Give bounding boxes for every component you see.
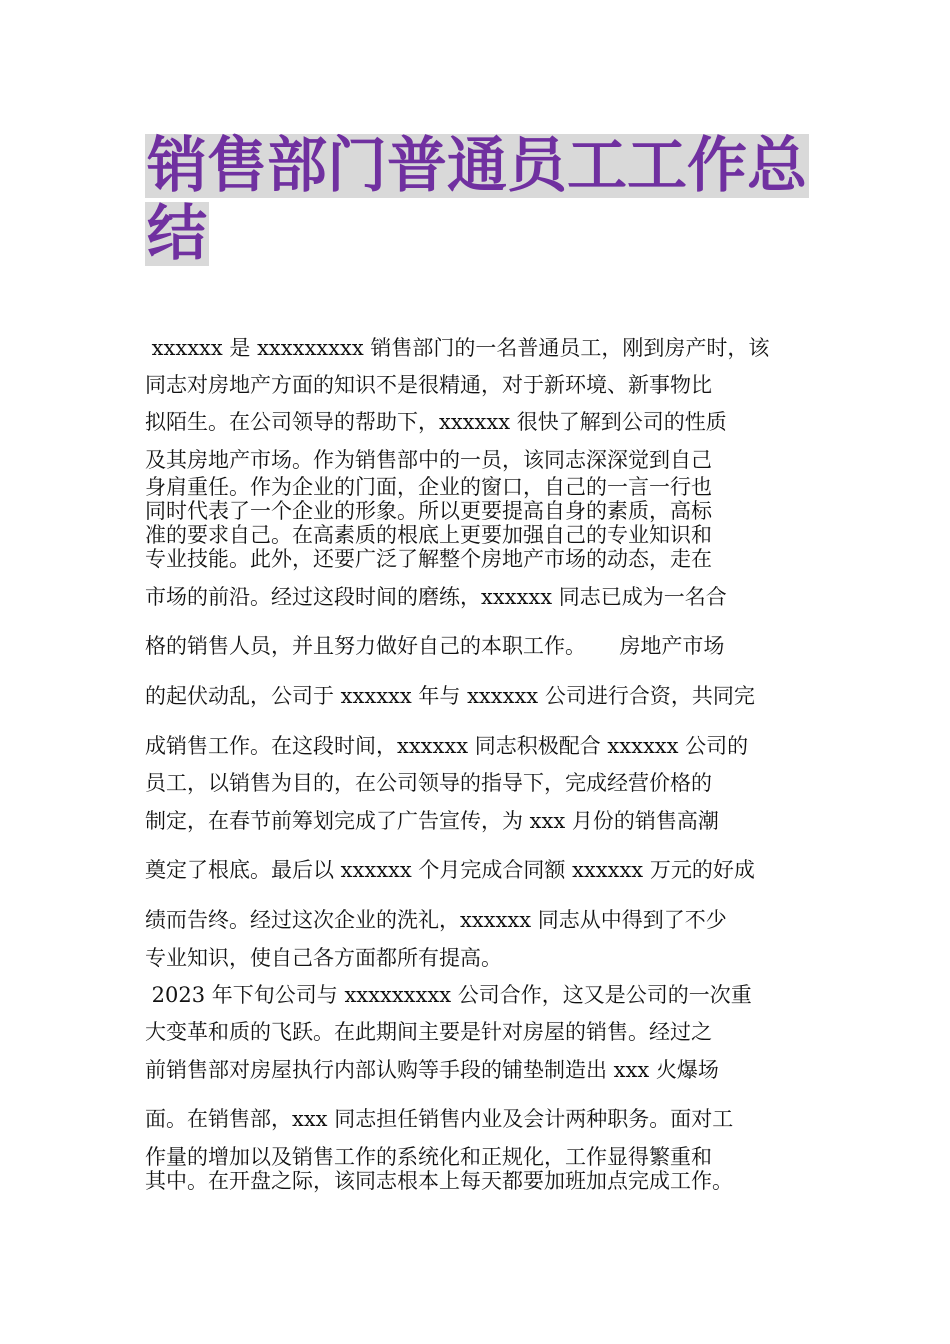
body-line: 专业技能。此外，还要广泛了解整个房地产市场的动态，走在 <box>145 547 712 571</box>
body-line: 身肩重任。作为企业的门面，企业的窗口，自己的一言一行也 <box>145 475 712 499</box>
body-line: 制定，在春节前筹划完成了广告宣传，为 xxx 月份的销售高潮 <box>145 809 719 833</box>
body-line: 员工，以销售为目的，在公司领导的指导下，完成经营价格的 <box>145 771 712 795</box>
body-line: xxxxxx 是 xxxxxxxxx 销售部门的一名普通员工，刚到房产时，该 <box>145 336 770 360</box>
body-line: 面。在销售部，xxx 同志担任销售内业及会计两种职务。面对工 <box>145 1107 734 1131</box>
body-line: 其中。在开盘之际，该同志根本上每天都要加班加点完成工作。 <box>145 1169 733 1193</box>
body-line: 格的销售人员，并且努力做好自己的本职工作。 房地产市场 <box>145 634 725 658</box>
title-line-2: 结 <box>147 199 207 269</box>
body-line: 拟陌生。在公司领导的帮助下，xxxxxx 很快了解到公司的性质 <box>145 410 727 434</box>
body-line: 2023 年下旬公司与 xxxxxxxxx 公司合作，这又是公司的一次重 <box>145 983 752 1007</box>
body-line: 及其房地产市场。作为销售部中的一员，该同志深深觉到自己 <box>145 448 712 472</box>
body-line: 成销售工作。在这段时间，xxxxxx 同志积极配合 xxxxxx 公司的 <box>145 734 749 758</box>
title-line-1: 销售部门普通员工工作总 <box>147 131 807 201</box>
body-line: 同志对房地产方面的知识不是很精通，对于新环境、新事物比 <box>145 373 712 397</box>
body-line: 专业知识，使自己各方面都所有提高。 <box>145 946 502 970</box>
body-line: 市场的前沿。经过这段时间的磨练，xxxxxx 同志已成为一名合 <box>145 585 727 609</box>
body-line: 准的要求自己。在高素质的根底上更要加强自己的专业知识和 <box>145 523 712 547</box>
body-line: 绩而告终。经过这次企业的洗礼，xxxxxx 同志从中得到了不少 <box>145 908 727 932</box>
body-line: 前销售部对房屋执行内部认购等手段的铺垫制造出 xxx 火爆场 <box>145 1058 719 1082</box>
body-line: 同时代表了一个企业的形象。所以更要提高自身的素质，高标 <box>145 499 712 523</box>
body-line: 大变革和质的飞跃。在此期间主要是针对房屋的销售。经过之 <box>145 1020 712 1044</box>
body-line: 的起伏动乱，公司于 xxxxxx 年与 xxxxxx 公司进行合资，共同完 <box>145 684 755 708</box>
body-line: 奠定了根底。最后以 xxxxxx 个月完成合同额 xxxxxx 万元的好成 <box>145 858 755 882</box>
body-line: 作量的增加以及销售工作的系统化和正规化，工作显得繁重和 <box>145 1145 712 1169</box>
